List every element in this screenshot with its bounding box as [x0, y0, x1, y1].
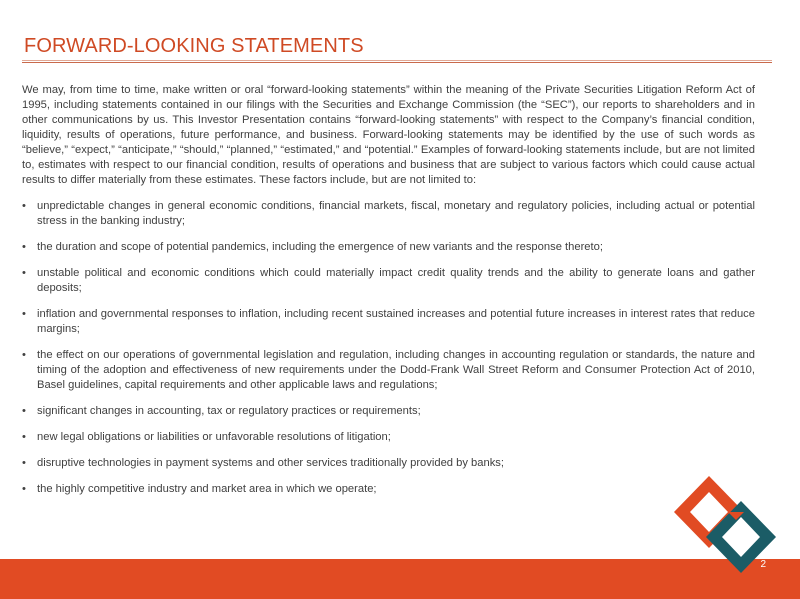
intro-paragraph: We may, from time to time, make written or oral “forward-looking statements” within the meaning of the Private Securities Litigation Reform Act of 1995, including statements contained in our filings with the Securities and Exchange Commission (the “SEC”), our reports to shareholders and in other communications by us. This Investor Presentation contains “forward-looking statements” with respect to the Company’s financial condition, liquidity, results of operations, future performance, and business. Forward-looking statements may be identified by the use of such words as “believe,” “expect,” “anticipate,” “should,” “planned,” “estimated,” and “potential.” Examples of forward-looking statements include, but are not limited to, estimates with respect to our financial condition, results of operations and business that are subject to various factors which could cause actual results to differ materially from these estimates. These factors include, but are not limited to: — [22, 84, 755, 186]
bullet-icon: • — [22, 483, 26, 495]
bullet-icon: • — [22, 308, 26, 320]
list-item — [22, 199, 755, 229]
slide-title: FORWARD-LOOKING STATEMENTS — [24, 35, 364, 57]
bullet-icon: • — [22, 457, 26, 469]
page-number: 2 — [760, 559, 766, 570]
bullet-icon: • — [22, 267, 26, 279]
title-divider — [22, 60, 772, 63]
risk-factor-list — [22, 199, 755, 497]
list-item — [22, 348, 755, 393]
list-item — [22, 266, 755, 296]
bullet-icon: • — [22, 405, 26, 417]
list-item-text: the highly competitive industry and market area in which we operate; — [37, 483, 377, 495]
bullet-icon: • — [22, 431, 26, 443]
bullet-icon: • — [22, 200, 26, 212]
list-item — [22, 430, 755, 445]
list-item — [22, 404, 755, 419]
list-item — [22, 240, 755, 255]
list-item-text: significant changes in accounting, tax or regulatory practices or requirements; — [37, 405, 421, 417]
list-item-text: new legal obligations or liabilities or unfavorable resolutions of litigation; — [37, 431, 391, 443]
bullet-icon: • — [22, 241, 26, 253]
list-item — [22, 307, 755, 337]
list-item-text: unpredictable changes in general economic conditions, financial markets, fiscal, monetary and regulatory policies, including actual or potential stress in the banking industry; — [37, 200, 755, 227]
list-item-text: the duration and scope of potential pandemics, including the emergence of new variants and the response thereto; — [37, 241, 603, 253]
list-item-text: unstable political and economic conditions which could materially impact credit quality trends and the ability to generate loans and gather deposits; — [37, 267, 755, 294]
list-item-text: inflation and governmental responses to inflation, including recent sustained increases and potential future increases in interest rates that reduce margins; — [37, 308, 755, 335]
list-item — [22, 456, 755, 471]
bullet-icon: • — [22, 349, 26, 361]
list-item-text: the effect on our operations of governmental legislation and regulation, including changes in accounting regulation or standards, the nature and timing of the adoption and effectiveness of new requirements under the Dodd-Frank Wall Street Reform and Consumer Protection Act of 2010, Basel guidelines, capital requirements and other applicable laws and regulations; — [37, 349, 755, 391]
list-item-text: disruptive technologies in payment systems and other services traditionally provided by banks; — [37, 457, 505, 469]
slide-content — [22, 83, 755, 508]
list-item — [22, 482, 755, 497]
